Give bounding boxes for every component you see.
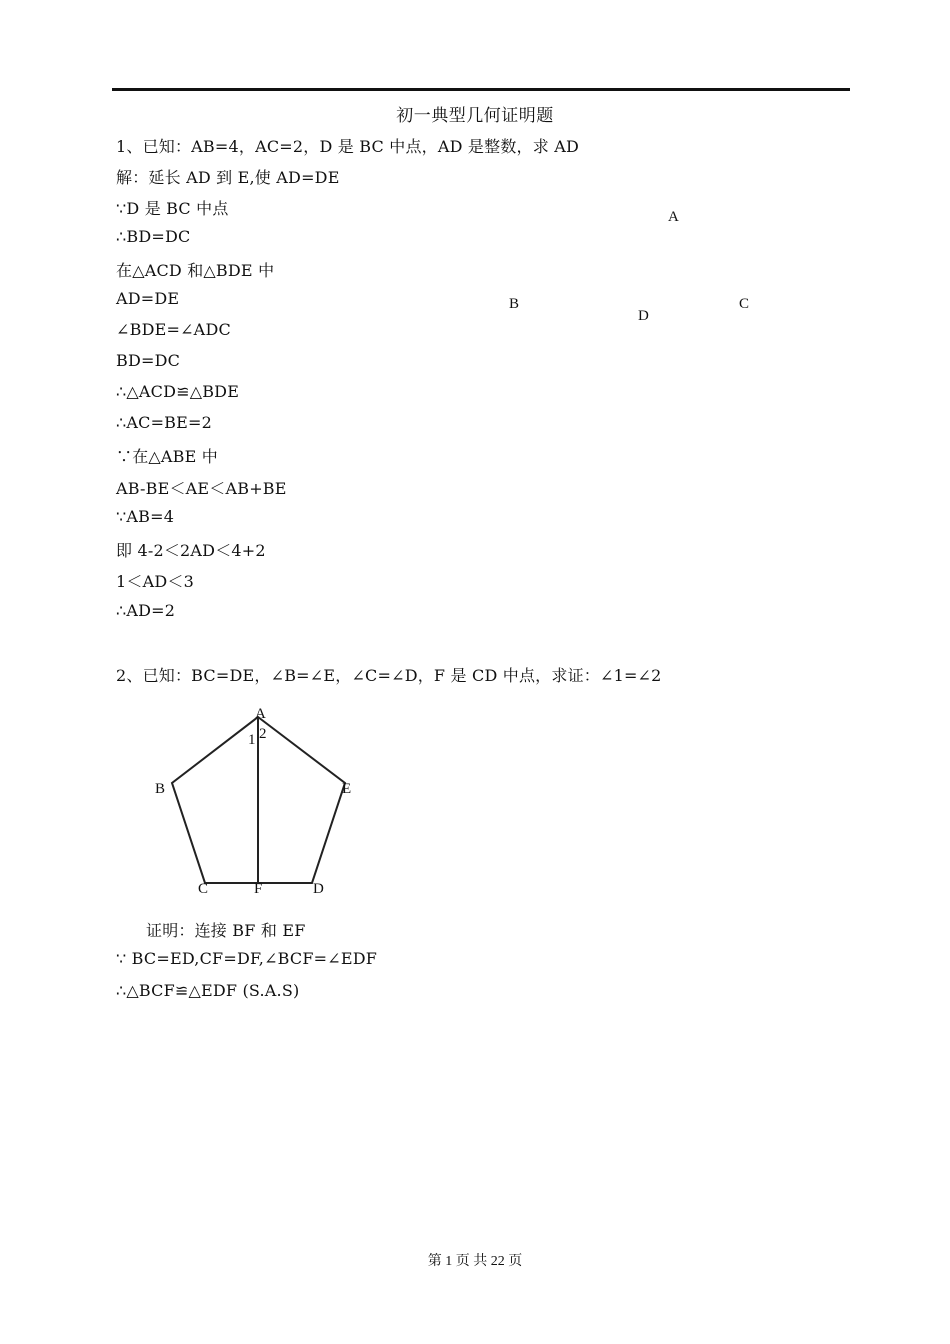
problem1-line: 解：延长 AD 到 E,使 AD=DE (116, 168, 340, 187)
problem1-line: ∵在△ABE 中 (116, 447, 218, 466)
problem1-line: ∴△ACD≌△BDE (116, 382, 240, 401)
problem1-line: ∵D 是 BC 中点 (116, 199, 229, 218)
problem1-line: 1＜AD＜3 (116, 572, 194, 591)
figure1-label-d: D (638, 308, 649, 324)
figure2-label-c: C (198, 881, 209, 897)
proof-line: ∴△BCF≌△EDF (S.A.S) (116, 981, 300, 1000)
figure2-label-a: A (255, 706, 266, 722)
problem1-line: AD=DE (116, 289, 180, 308)
page-footer: 第 1 页 共 22 页 (427, 1254, 523, 1269)
problem1-line: BD=DC (116, 351, 181, 370)
problem1-line: 1、已知：AB=4，AC=2，D 是 BC 中点，AD 是整数，求 AD (116, 137, 579, 156)
figure2-angle1-label: 1 (248, 732, 256, 748)
problem1-line: 在△ACD 和△BDE 中 (116, 261, 275, 280)
problem1-line: AB-BE＜AE＜AB+BE (116, 479, 287, 498)
figure1-label-a: A (668, 209, 679, 225)
problem1-line: 即 4-2＜2AD＜4+2 (116, 541, 266, 560)
proof-line: 证明：连接 BF 和 EF (146, 921, 306, 940)
figure2-angle2-label: 2 (259, 726, 267, 742)
problem1-line: ∴AD=2 (116, 601, 176, 620)
figure2-label-d: D (313, 881, 324, 897)
problem1-line: ∴AC=BE=2 (116, 413, 213, 432)
page-title: 初一典型几何证明题 (396, 106, 554, 126)
figure1-label-c: C (739, 296, 750, 312)
header-rule (112, 88, 850, 91)
problem1-line: ∵AB=4 (116, 507, 175, 526)
problem2-statement: 2、已知：BC=DE，∠B=∠E，∠C=∠D，F 是 CD 中点，求证：∠1=∠2 (116, 666, 662, 685)
figure2-label-e: E (342, 781, 352, 797)
proof-line: ∵ BC=ED,CF=DF,∠BCF=∠EDF (116, 949, 378, 968)
figure1-label-b: B (509, 296, 520, 312)
figure2-label-f: F (254, 881, 263, 897)
figure2-label-b: B (155, 781, 166, 797)
problem1-line: ∠BDE=∠ADC (116, 320, 231, 339)
problem1-line: ∴BD=DC (116, 227, 191, 246)
